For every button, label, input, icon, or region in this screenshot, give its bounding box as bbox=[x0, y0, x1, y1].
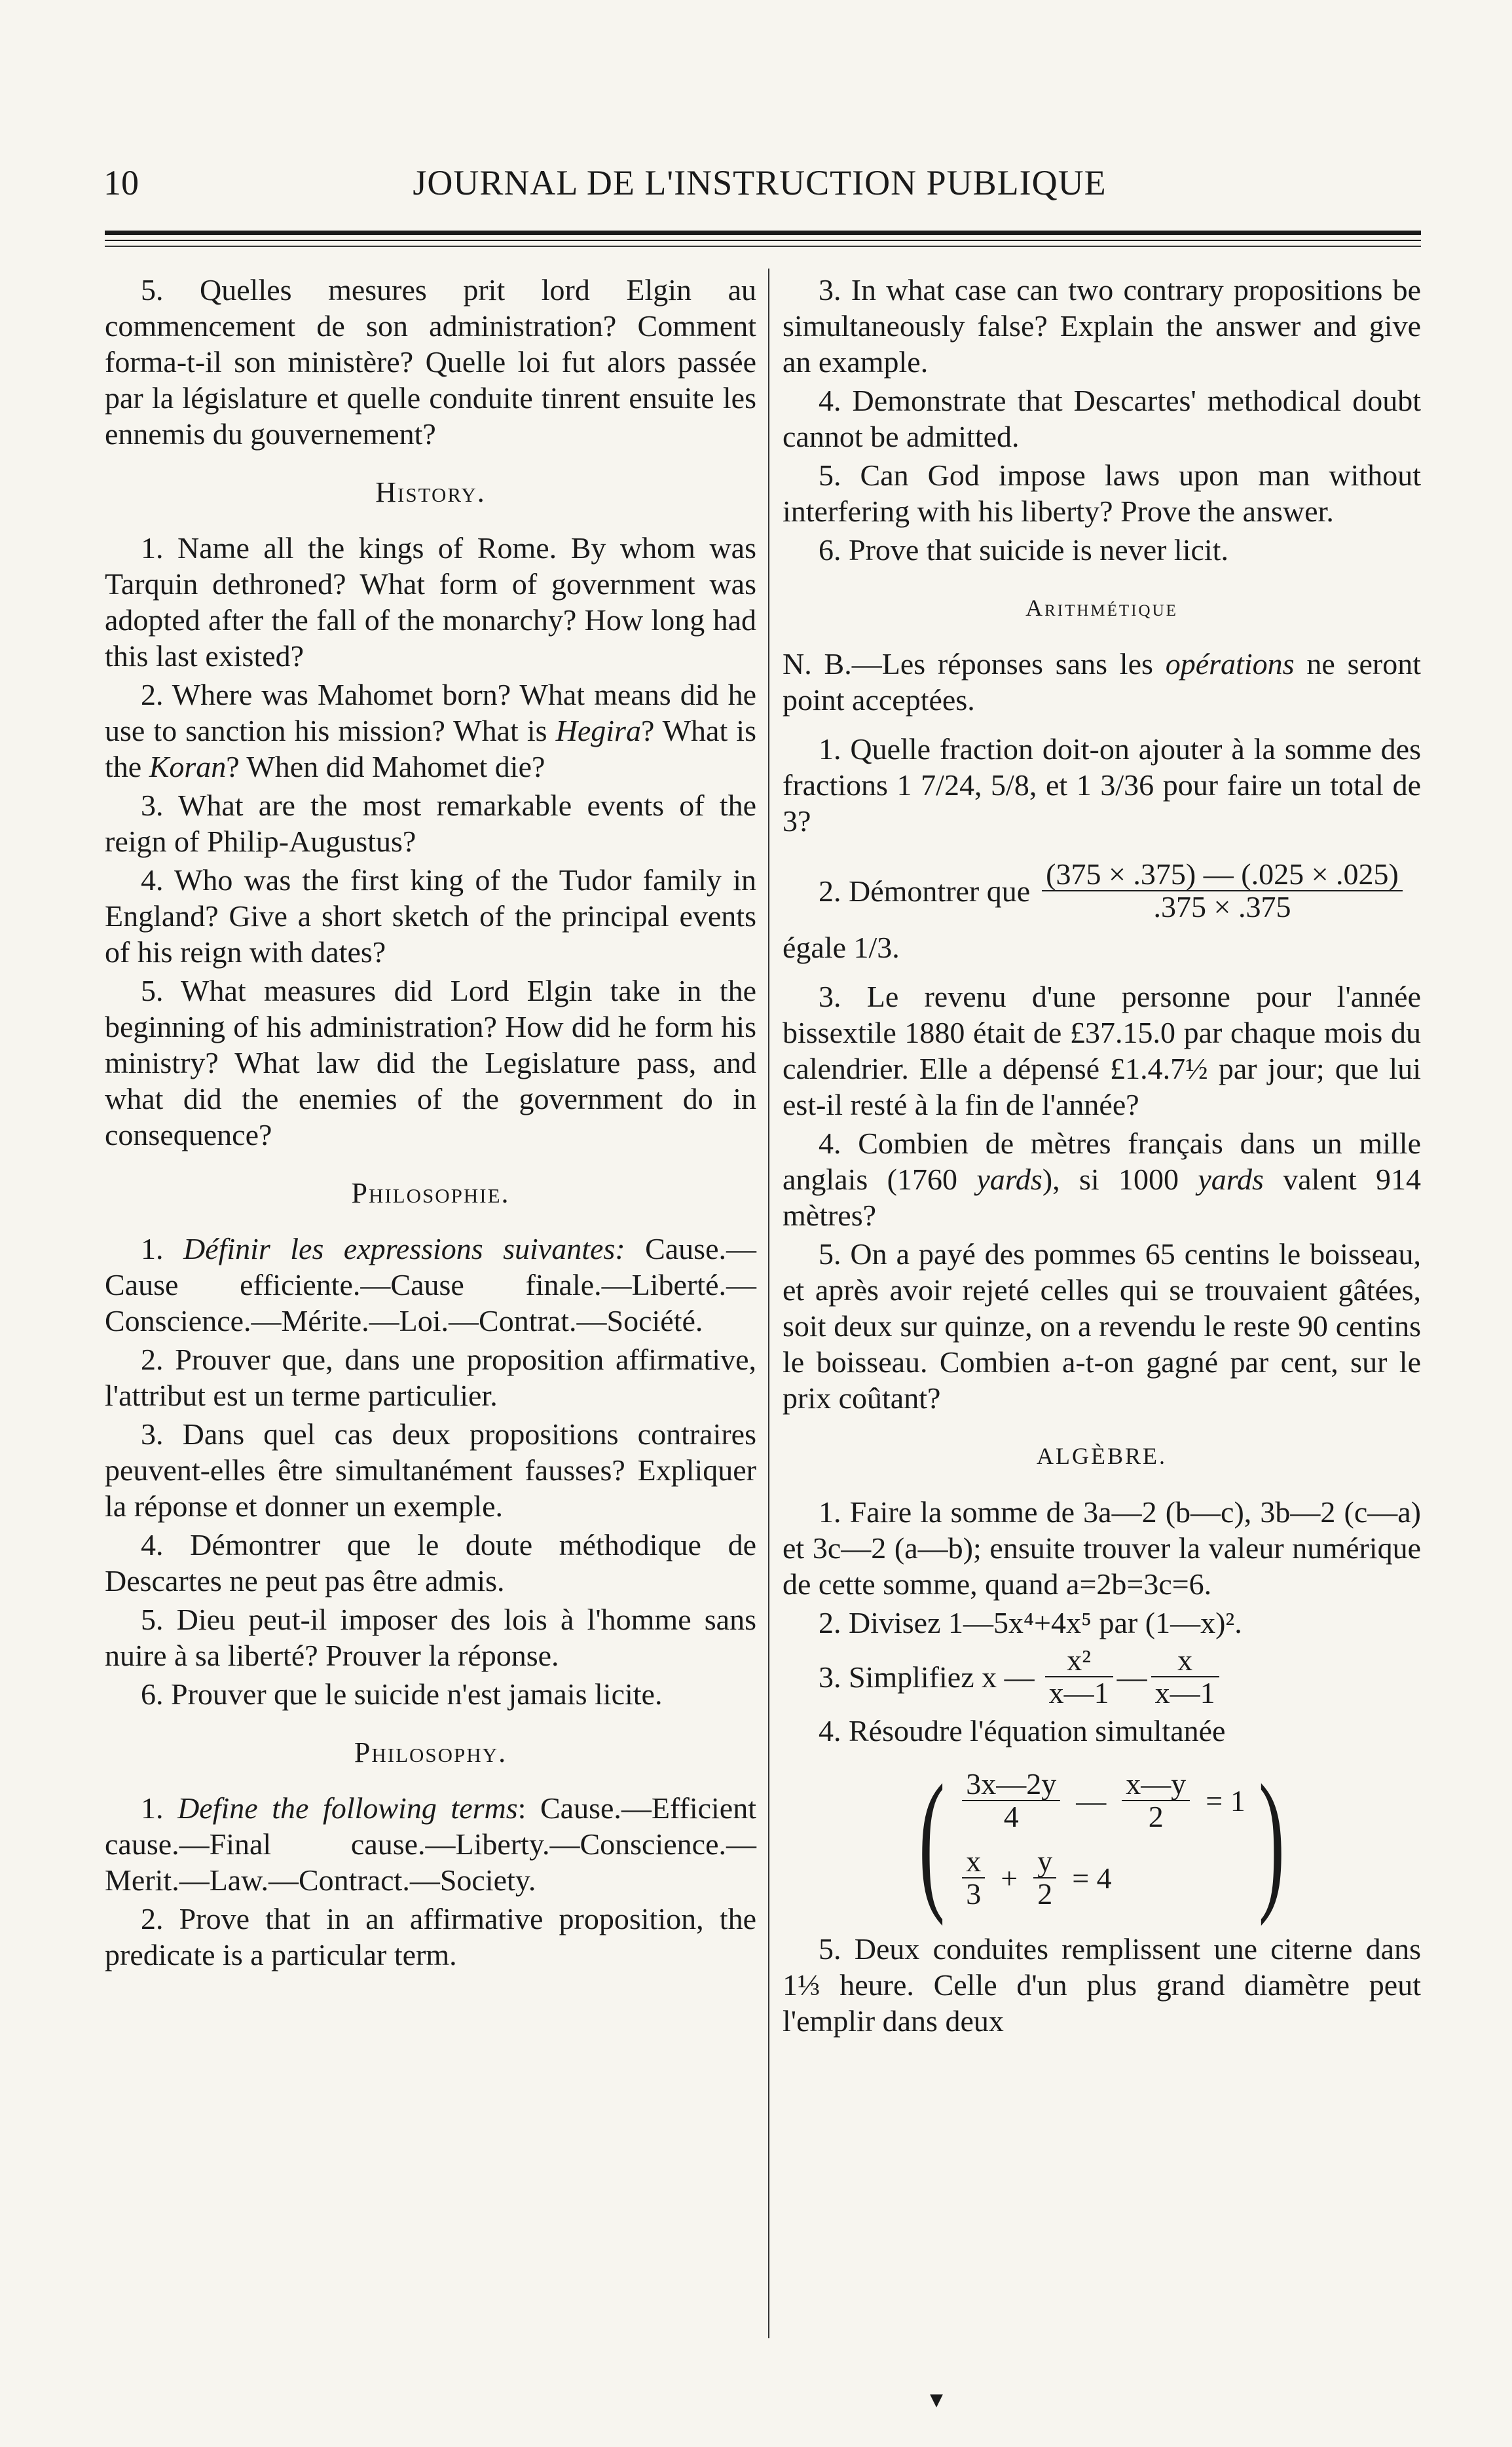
sys-r2-frac-2 bbox=[1033, 1846, 1056, 1910]
history-q2-koran: Koran bbox=[149, 750, 227, 783]
arith-question-2 bbox=[783, 859, 1421, 923]
algebra-question-4: 4. Résoudre l'équation simultanée bbox=[819, 1714, 1226, 1747]
sys-r2-operator: + bbox=[1001, 1861, 1018, 1895]
algebra-question-2: 2. Divisez 1—5x⁴+4x⁵ par (1—x)². bbox=[819, 1606, 1242, 1639]
algebre-heading: ALGÈBRE. bbox=[1037, 1443, 1167, 1469]
history-q2-part-b: ? What is the bbox=[105, 714, 756, 783]
arith-q2-denominator: .375 × .375 bbox=[1153, 890, 1291, 924]
nb-part-a: N. B.—Les réponses sans les bbox=[783, 647, 1166, 681]
column-divider bbox=[768, 269, 769, 2338]
sys-r1-den-1: 4 bbox=[1003, 1800, 1019, 1833]
history-heading: History. bbox=[375, 476, 486, 508]
history-question-3: 3. What are the most remarkable events of the reign of Philip-Augustus? bbox=[105, 789, 756, 858]
alg-q3-den-2: x—1 bbox=[1154, 1676, 1215, 1709]
header-rule-thick bbox=[105, 231, 1421, 235]
history-q2-part-c: ? When did Mahomet die? bbox=[226, 750, 545, 783]
arith-q4-part-a: 4. Combien de mètres français dans un mille anglais (1760 bbox=[783, 1127, 1421, 1196]
sys-r1-frac-1 bbox=[962, 1768, 1060, 1833]
philosophie-question-5: 5. Dieu peut-il imposer des lois à l'homme sans nuire à sa liberté? Prouver la réponse. bbox=[105, 1603, 756, 1672]
sys-r2-equals: = 4 bbox=[1072, 1861, 1112, 1895]
arith-q4-yards-1: yards bbox=[976, 1163, 1042, 1196]
footer-printer-mark: ▾ bbox=[930, 2384, 944, 2414]
philo-q1-terms: Cause.—Cause efficiente.—Cause finale.—Liberté.—Conscience.—Mérite.—Loi.—Contrat.—Société. bbox=[105, 1232, 757, 1337]
history-question-5: 5. What measures did Lord Elgin take in the beginning of his administration? How did he form his ministry? What law did the Legislature pass, and what did the enemies of the government do in consequence? bbox=[105, 974, 756, 1151]
philo-q1-number: 1. bbox=[141, 1232, 183, 1265]
philosophy-question-4: 4. Demonstrate that Descartes' methodical doubt cannot be admitted. bbox=[783, 384, 1421, 453]
sys-r1-den-2: 2 bbox=[1148, 1800, 1164, 1833]
phil-q1-number: 1. bbox=[141, 1791, 178, 1825]
left-column bbox=[105, 272, 756, 1975]
philosophie-question-6: 6. Prouver que le suicide n'est jamais licite. bbox=[141, 1677, 663, 1711]
journal-title: JOURNAL DE L'INSTRUCTION PUBLIQUE bbox=[413, 163, 1107, 202]
arith-question-5: 5. On a payé des pommes 65 centins le boisseau, et après avoir rejeté celles qui se trouvaient gâtées, soit deux sur quinze, on a revendu le reste 90 centins le boisseau. Combien a-t-on gagné par cent, sur le prix coûtant? bbox=[783, 1237, 1421, 1415]
sys-r1-equals: = 1 bbox=[1206, 1784, 1245, 1818]
nb-part-b: ne seront point acceptées. bbox=[783, 647, 1422, 717]
philosophie-question-4: 4. Démontrer que le doute méthodique de Descartes ne peut pas être admis. bbox=[105, 1528, 756, 1597]
sys-r2-den-1: 3 bbox=[966, 1877, 982, 1911]
page-number: 10 bbox=[103, 163, 139, 202]
system-row-2 bbox=[958, 1846, 1245, 1910]
header-rule-thin-2 bbox=[105, 246, 1421, 247]
philosophy-question-1 bbox=[105, 1790, 756, 1898]
left-brace: ( bbox=[919, 1752, 946, 1926]
arith-q2-label: 2. Démontrer que bbox=[819, 874, 1031, 908]
alg-q3-num-1: x² bbox=[1045, 1645, 1113, 1677]
simultaneous-equation-system bbox=[783, 1752, 1421, 1926]
system-row-1 bbox=[958, 1768, 1245, 1833]
nb-italic: opérations bbox=[1165, 647, 1295, 681]
sys-r1-num-2: x—y bbox=[1122, 1768, 1190, 1801]
philosophie-question-3: 3. Dans quel cas deux propositions contraires peuvent-elles être simultanément fausses? Expliquer la réponse et donner un exemple. bbox=[105, 1417, 756, 1523]
sys-r2-den-2: 2 bbox=[1037, 1877, 1053, 1911]
alg-q3-num-2: x bbox=[1151, 1645, 1219, 1677]
page-header bbox=[98, 162, 1421, 215]
history-q2-part-a: 2. Where was Mahomet born? What means did he use to sanction his mission? What is bbox=[105, 678, 756, 747]
arith-q4-yards-2: yards bbox=[1198, 1163, 1264, 1196]
arith-question-4 bbox=[783, 1125, 1421, 1233]
philo-q1-italic: Définir les expressions suivantes: bbox=[183, 1232, 625, 1265]
alg-q3-fraction-1 bbox=[1045, 1645, 1113, 1709]
arith-question-1: 1. Quelle fraction doit-on ajouter à la somme des fractions 1 7/24, 5/8, et 1 3/36 pour faire un total de 3? bbox=[783, 732, 1421, 838]
philosophy-question-6: 6. Prove that suicide is never licit. bbox=[819, 533, 1228, 567]
system-rows bbox=[958, 1768, 1245, 1910]
philosophy-question-2: 2. Prove that in an affirmative proposition, the predicate is a particular term. bbox=[105, 1902, 756, 1971]
algebra-question-5: 5. Deux conduites remplissent une citerne dans 1⅓ heure. Celle d'un plus grand diamètre peut l'emplir dans deux bbox=[783, 1932, 1421, 2038]
alg-q3-fraction-2 bbox=[1151, 1645, 1219, 1709]
sys-r1-num-1: 3x—2y bbox=[962, 1768, 1060, 1801]
sys-r2-num-2: y bbox=[1033, 1846, 1056, 1878]
sys-r1-operator: — bbox=[1076, 1784, 1107, 1818]
history-question-1: 1. Name all the kings of Rome. By whom was Tarquin dethroned? What form of government was adopted after the fall of the monarchy? How long had this last existed? bbox=[105, 531, 756, 673]
philosophie-heading: Philosophie. bbox=[351, 1177, 510, 1209]
arith-q4-part-c: valent 914 mètres? bbox=[783, 1163, 1421, 1232]
arith-question-3: 3. Le revenu d'une personne pour l'année bissextile 1880 était de £37.15.0 par chaque mois du calendrier. Elle a dépensé £1.4.7½ par jour; que lui est-il resté à la fin de l'année? bbox=[783, 980, 1421, 1121]
philosophy-heading: Philosophy. bbox=[354, 1736, 507, 1768]
right-column bbox=[783, 272, 1421, 2042]
alg-q3-sep: — bbox=[1116, 1660, 1147, 1694]
question-5-fr: 5. Quelles mesures prit lord Elgin au commencement de son administration? Comment forma-t-il son ministère? Quelle loi fut alors passée par la législature et quelle conduite tinrent ensuite les ennemis du gouvernement? bbox=[105, 273, 756, 451]
sys-r2-frac-1 bbox=[962, 1846, 985, 1910]
sys-r1-frac-2 bbox=[1122, 1768, 1190, 1833]
history-question-4: 4. Who was the first king of the Tudor family in England? Give a short sketch of the principal events of his reign with dates? bbox=[105, 863, 756, 969]
arith-q2-tail: égale 1/3. bbox=[783, 931, 900, 964]
arith-q2-fraction bbox=[1042, 859, 1403, 923]
philosophie-question-1 bbox=[105, 1231, 756, 1339]
sys-r2-num-1: x bbox=[962, 1846, 985, 1878]
algebra-question-3 bbox=[783, 1645, 1421, 1709]
philosophy-question-3: 3. In what case can two contrary propositions be simultaneously false? Explain the answer and give an example. bbox=[783, 273, 1421, 379]
alg-q3-label: 3. Simplifiez x — bbox=[819, 1660, 1035, 1694]
arith-q2-numerator: (375 × .375) — (.025 × .025) bbox=[1042, 859, 1403, 891]
history-q2-hegira: Hegira bbox=[555, 714, 641, 747]
phil-q1-italic: Define the following terms bbox=[177, 1791, 518, 1825]
philosophy-question-5: 5. Can God impose laws upon man without interfering with his liberty? Prove the answer. bbox=[783, 458, 1421, 528]
right-brace: ) bbox=[1258, 1752, 1285, 1926]
philosophie-question-2: 2. Prouver que, dans une proposition affirmative, l'attribut est un terme particulier. bbox=[105, 1343, 756, 1412]
alg-q3-den-1: x—1 bbox=[1048, 1676, 1109, 1709]
algebra-question-1: 1. Faire la somme de 3a—2 (b—c), 3b—2 (c—a) et 3c—2 (a—b); ensuite trouver la valeur numérique de cette somme, quand a=2b=3c=6. bbox=[783, 1495, 1421, 1601]
arith-q4-part-b: ), si 1000 bbox=[1042, 1163, 1198, 1196]
phil-q1-terms: : Cause.—Efficient cause.—Final cause.—Liberty.—Conscience.—Merit.—Law.—Contract.—Society. bbox=[105, 1791, 756, 1897]
history-question-2 bbox=[105, 677, 756, 785]
arith-nota-bene bbox=[783, 646, 1421, 718]
arithmetique-heading: Arithmétique bbox=[1025, 595, 1178, 621]
header-rule-thin bbox=[105, 240, 1421, 241]
